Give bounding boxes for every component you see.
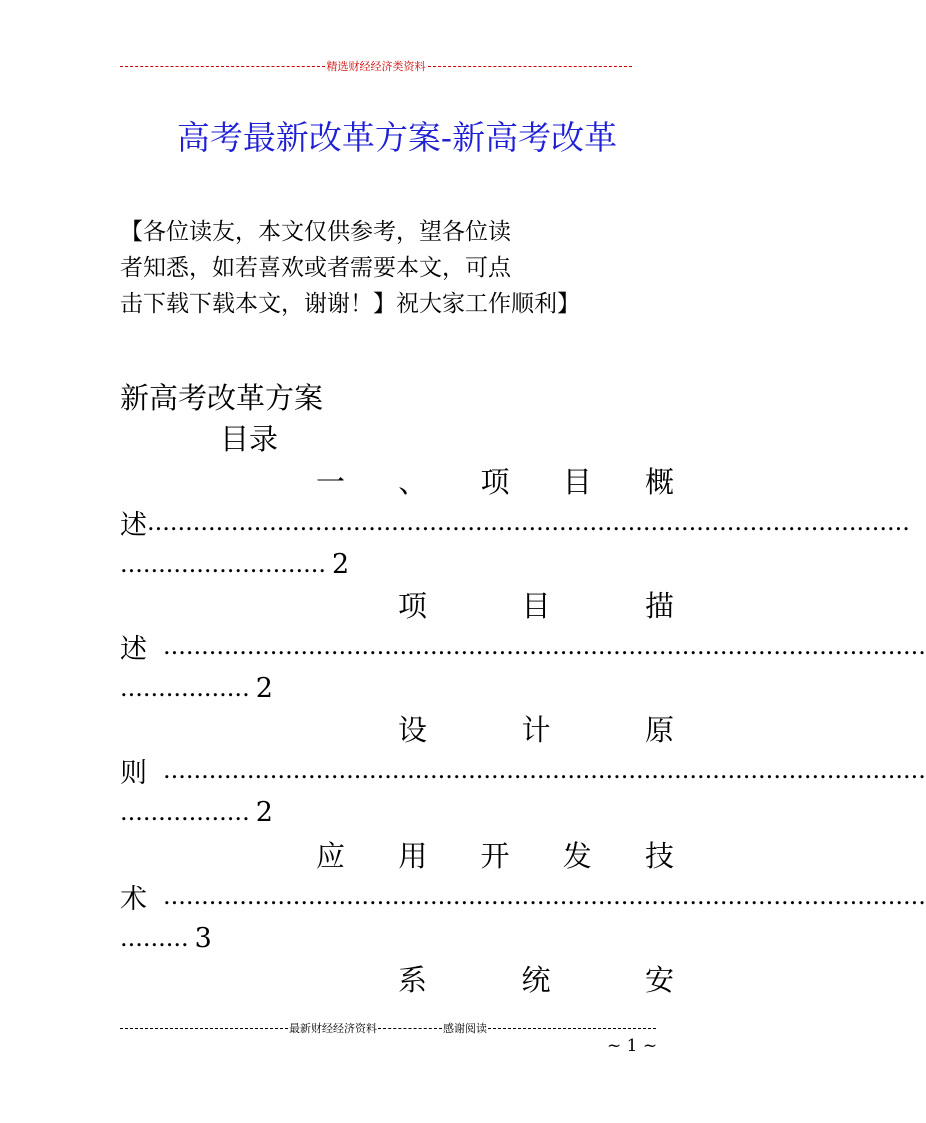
toc-char: 一 xyxy=(316,464,346,499)
dot-leader: ......... xyxy=(120,924,189,952)
toc-entry-leader-line xyxy=(120,878,926,915)
page-number: ~ 1 ~ xyxy=(607,1036,658,1056)
toc-char: 概 xyxy=(644,464,674,499)
page-title: 高考最新改革方案-新高考改革 xyxy=(176,118,618,157)
notice-paragraph xyxy=(120,214,640,322)
dot-leader: .................................................................................................... xyxy=(163,882,926,910)
toc-char: 计 xyxy=(521,712,551,747)
toc-char: 述 xyxy=(120,509,147,541)
toc-char: 应 xyxy=(316,838,346,873)
toc-page-number: 2 xyxy=(255,796,273,828)
toc-char: 原 xyxy=(644,712,674,747)
toc-entry-leader-line xyxy=(120,628,926,665)
toc-char: 项 xyxy=(398,588,428,623)
toc-entry-leader-line xyxy=(120,504,910,541)
toc-char: 设 xyxy=(398,712,428,747)
dot-leader: .................................................................................................... xyxy=(163,756,926,784)
toc-char: 目 xyxy=(521,588,551,623)
toc-char: 、 xyxy=(398,464,428,499)
toc-entry-title xyxy=(398,958,674,998)
toc-char: 技 xyxy=(644,838,674,873)
page-header xyxy=(120,58,632,74)
toc-char: 安 xyxy=(644,962,674,997)
notice-line: 【各位读友，本文仅供参考，望各位读 xyxy=(120,219,511,245)
header-text: 精选财经经济类资料 xyxy=(326,60,426,73)
toc-char: 目 xyxy=(562,464,592,499)
toc-entry-page-line xyxy=(120,794,273,830)
toc-char: 述 xyxy=(120,633,147,665)
page-footer xyxy=(120,1020,656,1036)
document-heading: 新高考改革方案 xyxy=(120,381,324,415)
dot-leader: .................................................................................................... xyxy=(163,632,926,660)
toc-char: 发 xyxy=(562,838,592,873)
toc-entry-title xyxy=(398,708,674,748)
toc-heading: 目录 xyxy=(220,422,279,456)
footer-rule xyxy=(488,1028,656,1029)
toc-char: 用 xyxy=(398,838,428,873)
footer-left-text: 最新财经经济资料 xyxy=(289,1022,377,1035)
toc-entry-page-line xyxy=(120,546,349,582)
toc-char: 术 xyxy=(120,883,147,915)
toc-char: 开 xyxy=(480,838,510,873)
toc-char: 系 xyxy=(398,962,428,997)
toc-entry-title xyxy=(316,460,674,500)
toc-entry-title xyxy=(316,834,674,874)
header-rule-left xyxy=(120,66,325,67)
toc-char: 描 xyxy=(644,588,674,623)
dot-leader: ................. xyxy=(120,674,250,702)
footer-rule xyxy=(120,1028,288,1029)
dot-leader: .................................................................................................... xyxy=(147,508,910,536)
dot-leader: ................. xyxy=(120,798,250,826)
toc-char: 项 xyxy=(480,464,510,499)
footer-right-text: 感谢阅读 xyxy=(443,1022,487,1035)
toc-entry-leader-line xyxy=(120,752,926,789)
toc-char: 则 xyxy=(120,757,147,789)
header-rule-right xyxy=(428,66,633,67)
toc-page-number: 2 xyxy=(255,672,273,704)
footer-rule xyxy=(378,1028,442,1029)
toc-page-number: 3 xyxy=(194,922,212,954)
toc-entry-page-line xyxy=(120,920,212,956)
toc-page-number: 2 xyxy=(331,548,350,580)
toc-entry-title xyxy=(398,584,674,624)
toc-char: 统 xyxy=(521,962,551,997)
notice-line: 击下载下载本文，谢谢！】祝大家工作顺利】 xyxy=(120,291,580,317)
dot-leader: ........................... xyxy=(120,550,326,578)
notice-line: 者知悉，如若喜欢或者需要本文，可点 xyxy=(120,255,511,281)
toc-entry-page-line xyxy=(120,670,273,706)
